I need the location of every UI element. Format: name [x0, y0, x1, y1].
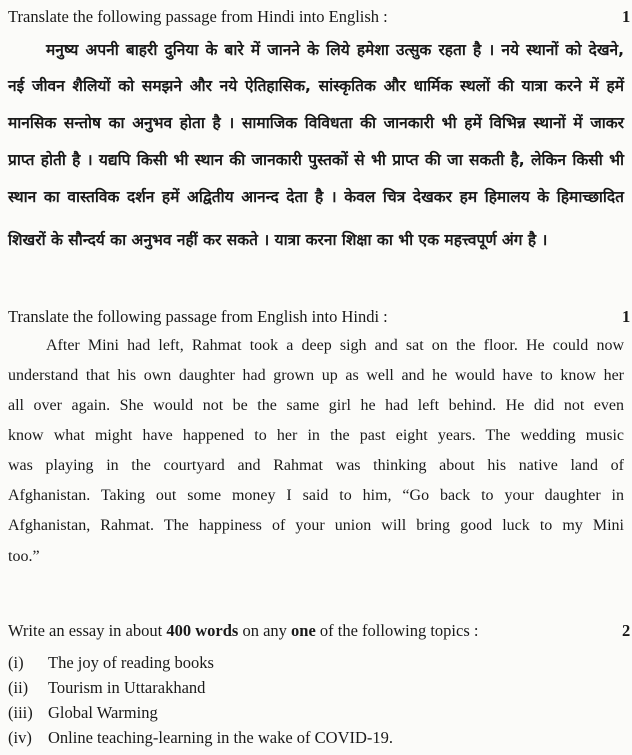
hindi-passage-line: नई जीवन शैलियों को समझने और नये ऐतिहासिक, सांस्कृतिक और धार्मिक स्थलों की यात्रा करने में हमें [8, 77, 624, 95]
english-passage-line: know what might have happened to her in the past eight years. The wedding music [8, 427, 624, 444]
topic-item [8, 653, 214, 673]
english-passage-line: After Mini had left, Rahmat took a deep sigh and sat on the floor. He could now [46, 337, 624, 354]
topic-number: (iv) [8, 728, 32, 747]
english-passage-line: Afghanistan, Rahmat. The happiness of your union will bring good luck to my Mini [8, 517, 624, 534]
word-count-emphasis: 400 words [166, 621, 239, 640]
topic-item [8, 728, 393, 748]
hindi-passage-line: स्थान का वास्तविक दर्शन हमें अद्वितीय आनन्द देता है । केवल चित्र देखकर हम हिमालय के हिमाच्छादित [8, 188, 624, 206]
question-3-heading [8, 621, 478, 641]
topic-item [8, 678, 205, 698]
topic-item [8, 703, 158, 723]
heading-text: of the following topics : [315, 621, 479, 640]
question-2-heading: Translate the following passage from English into Hindi : [8, 307, 388, 326]
topic-text: Global Warming [48, 703, 158, 722]
english-passage-line: too.” [8, 548, 40, 565]
english-passage-line: understand that his own daughter had grown up as well and he would have to know her [8, 367, 624, 384]
question-3-marks: 2 [622, 621, 631, 640]
topic-text: Tourism in Uttarakhand [48, 678, 206, 697]
question-1-marks: 1 [622, 7, 631, 26]
topic-text: Online teaching-learning in the wake of COVID-19. [48, 728, 394, 747]
topic-number: (i) [8, 653, 24, 672]
hindi-passage-line: मनुष्य अपनी बाहरी दुनिया के बारे में जानने के लिये हमेशा उत्सुक रहता है । नये स्थानों को देखने, [46, 41, 624, 59]
hindi-passage-line: शिखरों के सौन्दर्य का अनुभव नहीं कर सकते । यात्रा करना शिक्षा का भी एक महत्त्वपूर्ण अंग है । [8, 231, 548, 249]
english-passage-line: all over again. She would not be the same girl he had left behind. He did not even [8, 397, 624, 414]
topic-number: (ii) [8, 678, 29, 697]
question-1-heading: Translate the following passage from Hindi into English : [8, 7, 388, 26]
heading-text: on any [238, 621, 292, 640]
one-emphasis: one [291, 621, 316, 640]
hindi-passage-line: प्राप्त होती है । यद्यपि किसी भी स्थान की जानकारी पुस्तकों से भी प्राप्त की जा सकती है, लेकिन किसी भी [8, 151, 624, 169]
hindi-passage-line: मानसिक सन्तोष का अनुभव होता है । सामाजिक विविधता की जानकारी भी हमें विभिन्न स्थानों में जाकर [8, 114, 624, 132]
question-2-marks: 1 [622, 307, 631, 326]
english-passage-line: was playing in the courtyard and Rahmat was thinking about his native land of [8, 457, 624, 474]
topic-number: (iii) [8, 703, 33, 722]
heading-text: Write an essay in about [8, 621, 167, 640]
english-passage-line: Afghanistan. Taking out some money I said to him, “Go back to your daughter in [8, 487, 624, 504]
topic-text: The joy of reading books [48, 653, 214, 672]
